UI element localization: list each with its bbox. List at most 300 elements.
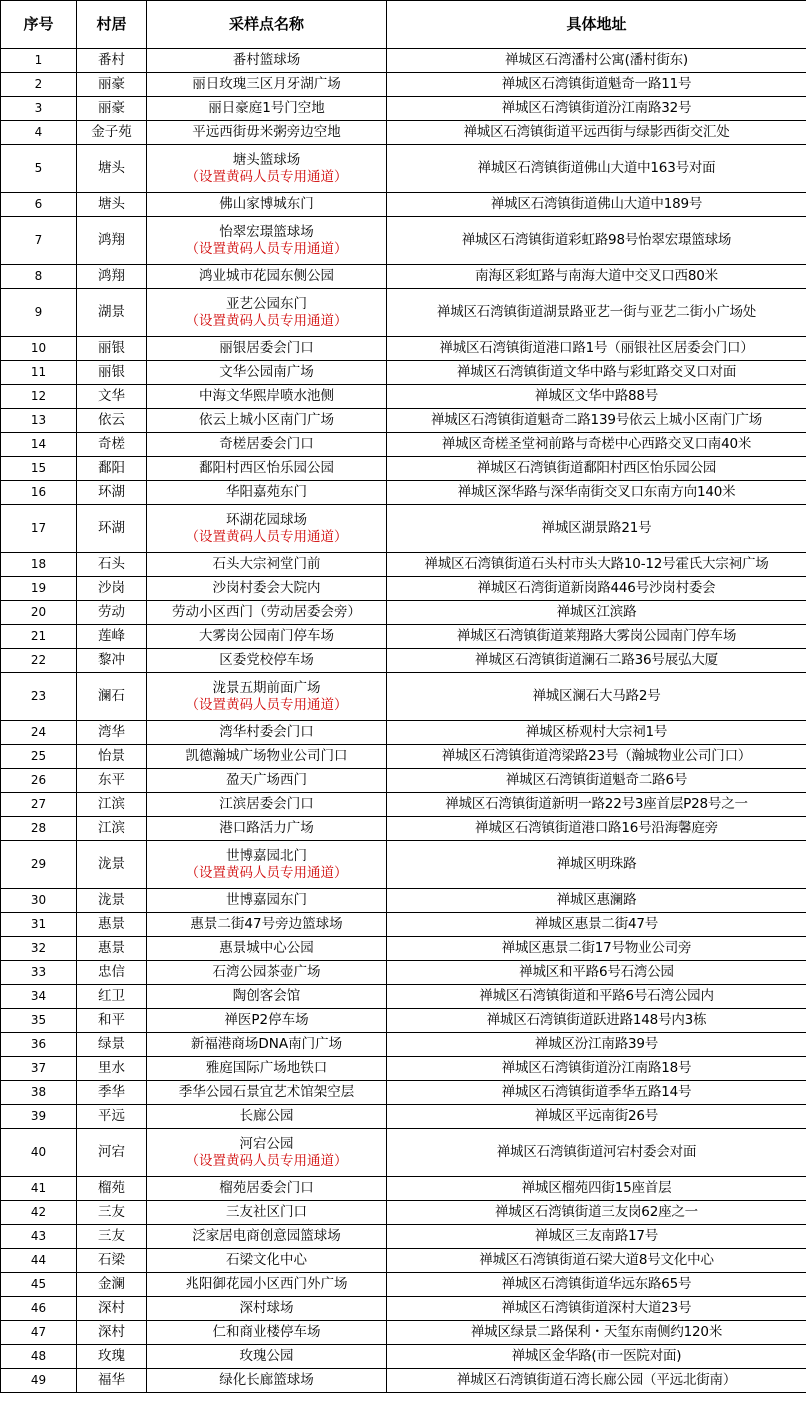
cell-address: 禅城区石湾镇街道魁奇一路11号 (387, 73, 806, 97)
table-row (1, 73, 806, 97)
cell-address: 禅城区绿景二路保利・天玺东南侧约120米 (387, 1321, 806, 1345)
yellow-code-channel-note: （设置黄码人员专用通道） (185, 240, 348, 257)
cell-site (147, 721, 387, 745)
site-name: 河宕公园 (239, 1135, 294, 1152)
table-row (1, 841, 806, 889)
table-row (1, 1345, 806, 1369)
cell-no: 48 (1, 1345, 77, 1369)
cell-no: 40 (1, 1129, 77, 1177)
table-row (1, 337, 806, 361)
site-name: 泷景五期前面广场 (212, 679, 321, 696)
cell-village: 劳动 (77, 601, 147, 625)
cell-site (147, 97, 387, 121)
cell-address: 禅城区石湾镇街道佛山大道中163号对面 (387, 145, 806, 193)
cell-no: 12 (1, 385, 77, 409)
cell-village: 丽豪 (77, 73, 147, 97)
cell-site (147, 649, 387, 673)
table-row (1, 745, 806, 769)
cell-village: 绿景 (77, 1033, 147, 1057)
table-row (1, 649, 806, 673)
cell-address: 禅城区石湾潘村公寓(潘村街东) (387, 49, 806, 73)
cell-no: 49 (1, 1369, 77, 1393)
cell-village: 江滨 (77, 817, 147, 841)
table-row (1, 985, 806, 1009)
table-row (1, 505, 806, 553)
cell-address: 禅城区石湾镇街道新明一路22号3座首层P28号之一 (387, 793, 806, 817)
cell-no: 41 (1, 1177, 77, 1201)
table-body (1, 49, 806, 1393)
cell-address: 禅城区石湾镇街道深村大道23号 (387, 1297, 806, 1321)
site-name: 沙岗村委会大院内 (212, 580, 321, 596)
cell-site (147, 289, 387, 337)
table-row (1, 481, 806, 505)
cell-no: 43 (1, 1225, 77, 1249)
cell-village: 三友 (77, 1225, 147, 1249)
cell-address: 禅城区奇槎圣堂祠前路与奇槎中心西路交叉口南40米 (387, 433, 806, 457)
cell-address: 禅城区石湾镇街道文华中路与彩虹路交叉口对面 (387, 361, 806, 385)
cell-address: 禅城区石湾镇街道季华五路14号 (387, 1081, 806, 1105)
site-name: 劳动小区西门（劳动居委会旁） (172, 604, 361, 620)
site-name: 新福港商场DNA南门广场 (190, 1036, 343, 1052)
table-row (1, 409, 806, 433)
cell-no: 31 (1, 913, 77, 937)
cell-site (147, 1225, 387, 1249)
site-name: 深村球场 (239, 1300, 294, 1316)
cell-address: 禅城区石湾镇街道鄱阳村西区怡乐园公园 (387, 457, 806, 481)
cell-site (147, 625, 387, 649)
cell-village: 塘头 (77, 193, 147, 217)
cell-site (147, 1273, 387, 1297)
cell-site (147, 961, 387, 985)
cell-site (147, 1345, 387, 1369)
table-row (1, 1177, 806, 1201)
site-name: 石梁文化中心 (226, 1252, 307, 1268)
table-row (1, 817, 806, 841)
cell-site (147, 793, 387, 817)
cell-address: 禅城区石湾镇街道石头村市头大路10-12号霍氏大宗祠广场 (387, 553, 806, 577)
cell-site (147, 361, 387, 385)
cell-site (147, 1129, 387, 1177)
cell-no: 21 (1, 625, 77, 649)
cell-site (147, 577, 387, 601)
cell-site (147, 1321, 387, 1345)
cell-no: 35 (1, 1009, 77, 1033)
table-row (1, 1225, 806, 1249)
site-name: 禅医P2停车场 (224, 1012, 309, 1028)
cell-no: 9 (1, 289, 77, 337)
table-row (1, 577, 806, 601)
cell-address: 禅城区石湾镇街道汾江南路18号 (387, 1057, 806, 1081)
table-row (1, 721, 806, 745)
site-name: 石湾公园茶壶广场 (212, 964, 321, 980)
cell-village: 怡景 (77, 745, 147, 769)
cell-village: 丽银 (77, 361, 147, 385)
site-name: 环湖花园球场 (226, 511, 307, 528)
cell-address: 禅城区石湾镇街道和平路6号石湾公园内 (387, 985, 806, 1009)
cell-address: 禅城区湖景路21号 (387, 505, 806, 553)
cell-no: 17 (1, 505, 77, 553)
table-row (1, 433, 806, 457)
cell-no: 6 (1, 193, 77, 217)
cell-site (147, 1177, 387, 1201)
cell-site (147, 337, 387, 361)
site-name: 中海文华熙岸喷水池侧 (199, 388, 334, 404)
cell-address: 禅城区汾江南路39号 (387, 1033, 806, 1057)
cell-site (147, 121, 387, 145)
cell-village: 丽豪 (77, 97, 147, 121)
site-name: 玫瑰公园 (239, 1348, 294, 1364)
cell-no: 25 (1, 745, 77, 769)
cell-site (147, 1057, 387, 1081)
cell-village: 石头 (77, 553, 147, 577)
cell-address: 禅城区深华路与深华南街交叉口东南方向140米 (387, 481, 806, 505)
cell-site (147, 745, 387, 769)
cell-address: 禅城区石湾街道新岗路446号沙岗村委会 (387, 577, 806, 601)
site-name: 华阳嘉苑东门 (226, 484, 307, 500)
site-name: 石头大宗祠堂门前 (212, 556, 321, 572)
cell-village: 塘头 (77, 145, 147, 193)
cell-no: 33 (1, 961, 77, 985)
cell-site (147, 217, 387, 265)
cell-address: 禅城区石湾镇街道河宕村委会对面 (387, 1129, 806, 1177)
cell-site (147, 385, 387, 409)
cell-site (147, 409, 387, 433)
cell-site (147, 985, 387, 1009)
table-row (1, 265, 806, 289)
cell-village: 环湖 (77, 505, 147, 553)
table-row (1, 1249, 806, 1273)
site-name: 泛家居电商创意园篮球场 (192, 1228, 341, 1244)
cell-village: 鄱阳 (77, 457, 147, 481)
cell-no: 38 (1, 1081, 77, 1105)
site-name: 丽日玫瑰三区月牙湖广场 (192, 76, 341, 92)
table-row (1, 289, 806, 337)
table-row (1, 937, 806, 961)
site-name: 江滨居委会门口 (219, 796, 314, 812)
cell-address: 禅城区石湾镇街道湾梁路23号（瀚城物业公司门口） (387, 745, 806, 769)
cell-village: 文华 (77, 385, 147, 409)
cell-address: 禅城区和平路6号石湾公园 (387, 961, 806, 985)
table-row (1, 217, 806, 265)
cell-village: 金子苑 (77, 121, 147, 145)
cell-site (147, 457, 387, 481)
yellow-code-channel-note: （设置黄码人员专用通道） (185, 168, 348, 185)
header-no: 序号 (1, 1, 77, 49)
table-row (1, 385, 806, 409)
table-row (1, 1273, 806, 1297)
site-name: 鄱阳村西区怡乐园公园 (199, 460, 334, 476)
cell-no: 30 (1, 889, 77, 913)
cell-no: 28 (1, 817, 77, 841)
table-row (1, 673, 806, 721)
table-row (1, 361, 806, 385)
cell-no: 4 (1, 121, 77, 145)
cell-village: 河宕 (77, 1129, 147, 1177)
table-row (1, 97, 806, 121)
table-row (1, 1369, 806, 1393)
cell-village: 湾华 (77, 721, 147, 745)
cell-no: 19 (1, 577, 77, 601)
site-name: 奇槎居委会门口 (219, 436, 314, 452)
cell-no: 44 (1, 1249, 77, 1273)
cell-site (147, 769, 387, 793)
cell-site (147, 601, 387, 625)
site-name: 番村篮球场 (232, 52, 301, 68)
cell-address: 禅城区惠景二街17号物业公司旁 (387, 937, 806, 961)
cell-address: 禅城区明珠路 (387, 841, 806, 889)
cell-no: 18 (1, 553, 77, 577)
site-name: 丽日豪庭1号门空地 (208, 100, 325, 116)
cell-site (147, 937, 387, 961)
table-row (1, 961, 806, 985)
site-name: 陶创客会馆 (232, 988, 301, 1004)
cell-site (147, 1009, 387, 1033)
cell-no: 36 (1, 1033, 77, 1057)
cell-village: 石梁 (77, 1249, 147, 1273)
table-row (1, 601, 806, 625)
cell-no: 16 (1, 481, 77, 505)
cell-site (147, 817, 387, 841)
cell-address: 禅城区石湾镇街道跃进路148号内3栋 (387, 1009, 806, 1033)
header-site: 采样点名称 (147, 1, 387, 49)
cell-site (147, 841, 387, 889)
site-name: 湾华村委会门口 (219, 724, 314, 740)
cell-site (147, 1033, 387, 1057)
cell-address: 禅城区石湾镇街道彩虹路98号怡翠宏璟篮球场 (387, 217, 806, 265)
cell-no: 2 (1, 73, 77, 97)
cell-address: 禅城区石湾镇街道港口路1号（丽银社区居委会门口） (387, 337, 806, 361)
cell-site (147, 1201, 387, 1225)
cell-village: 玫瑰 (77, 1345, 147, 1369)
cell-address: 禅城区三友南路17号 (387, 1225, 806, 1249)
site-name: 平远西街毋米粥旁边空地 (192, 124, 341, 140)
cell-village: 红卫 (77, 985, 147, 1009)
cell-no: 45 (1, 1273, 77, 1297)
cell-no: 7 (1, 217, 77, 265)
site-name: 丽银居委会门口 (219, 340, 314, 356)
table-row (1, 49, 806, 73)
cell-village: 惠景 (77, 937, 147, 961)
site-name: 世博嘉园东门 (226, 892, 307, 908)
site-name: 长廊公园 (239, 1108, 294, 1124)
cell-address: 禅城区石湾镇街道汾江南路32号 (387, 97, 806, 121)
cell-address: 禅城区石湾镇街道佛山大道中189号 (387, 193, 806, 217)
cell-no: 14 (1, 433, 77, 457)
cell-village: 三友 (77, 1201, 147, 1225)
table-row (1, 625, 806, 649)
site-name: 榴苑居委会门口 (219, 1180, 314, 1196)
cell-no: 47 (1, 1321, 77, 1345)
table-row (1, 1321, 806, 1345)
cell-no: 5 (1, 145, 77, 193)
cell-no: 27 (1, 793, 77, 817)
header-row (1, 1, 806, 49)
site-name: 盈天广场西门 (226, 772, 307, 788)
cell-address: 禅城区惠景二街47号 (387, 913, 806, 937)
site-name: 凯德瀚城广场物业公司门口 (185, 748, 348, 764)
cell-village: 鸿翔 (77, 265, 147, 289)
cell-village: 季华 (77, 1081, 147, 1105)
cell-village: 金澜 (77, 1273, 147, 1297)
site-name: 鸿业城市花园东侧公园 (199, 268, 334, 284)
cell-site (147, 481, 387, 505)
cell-village: 丽银 (77, 337, 147, 361)
cell-village: 江滨 (77, 793, 147, 817)
site-name: 区委党校停车场 (219, 652, 314, 668)
cell-address: 禅城区石湾镇街道三友岗62座之一 (387, 1201, 806, 1225)
cell-no: 46 (1, 1297, 77, 1321)
table-row (1, 889, 806, 913)
cell-village: 东平 (77, 769, 147, 793)
cell-site (147, 1249, 387, 1273)
site-name: 依云上城小区南门广场 (199, 412, 334, 428)
cell-site (147, 1369, 387, 1393)
cell-village: 莲峰 (77, 625, 147, 649)
site-name: 亚艺公园东门 (226, 295, 307, 312)
cell-no: 37 (1, 1057, 77, 1081)
table-row (1, 1297, 806, 1321)
yellow-code-channel-note: （设置黄码人员专用通道） (185, 1152, 348, 1169)
cell-address: 南海区彩虹路与南海大道中交叉口西80米 (387, 265, 806, 289)
table-row (1, 1033, 806, 1057)
cell-village: 环湖 (77, 481, 147, 505)
table-row (1, 793, 806, 817)
cell-address: 禅城区惠澜路 (387, 889, 806, 913)
cell-no: 3 (1, 97, 77, 121)
cell-village: 澜石 (77, 673, 147, 721)
cell-address: 禅城区石湾镇街道平远西街与绿影西街交汇处 (387, 121, 806, 145)
site-name: 惠景城中心公园 (219, 940, 314, 956)
cell-site (147, 145, 387, 193)
cell-village: 和平 (77, 1009, 147, 1033)
cell-address: 禅城区榴苑四街15座首层 (387, 1177, 806, 1201)
cell-village: 泷景 (77, 889, 147, 913)
site-name: 惠景二街47号旁边篮球场 (190, 916, 343, 932)
cell-village: 深村 (77, 1297, 147, 1321)
cell-site (147, 265, 387, 289)
cell-address: 禅城区石湾镇街道湖景路亚艺一街与亚艺二街小广场处 (387, 289, 806, 337)
table-row (1, 145, 806, 193)
cell-site (147, 433, 387, 457)
site-name: 绿化长廊篮球场 (219, 1372, 314, 1388)
cell-village: 鸿翔 (77, 217, 147, 265)
cell-address: 禅城区石湾镇街道莱翔路大雾岗公园南门停车场 (387, 625, 806, 649)
cell-no: 10 (1, 337, 77, 361)
site-name: 大雾岗公园南门停车场 (199, 628, 334, 644)
table-row (1, 1129, 806, 1177)
cell-village: 忠信 (77, 961, 147, 985)
yellow-code-channel-note: （设置黄码人员专用通道） (185, 864, 348, 881)
cell-address: 禅城区桥观村大宗祠1号 (387, 721, 806, 745)
cell-site (147, 1297, 387, 1321)
cell-site (147, 49, 387, 73)
cell-site (147, 553, 387, 577)
cell-site (147, 505, 387, 553)
cell-no: 8 (1, 265, 77, 289)
site-name: 季华公园石景宜艺术馆架空层 (178, 1084, 355, 1100)
cell-village: 黎冲 (77, 649, 147, 673)
cell-village: 惠景 (77, 913, 147, 937)
table-row (1, 1201, 806, 1225)
site-name: 港口路活力广场 (219, 820, 314, 836)
table-row (1, 913, 806, 937)
cell-no: 39 (1, 1105, 77, 1129)
cell-address: 禅城区澜石大马路2号 (387, 673, 806, 721)
site-name: 世博嘉园北门 (226, 847, 307, 864)
cell-address: 禅城区江滨路 (387, 601, 806, 625)
cell-address: 禅城区石湾镇街道石梁大道8号文化中心 (387, 1249, 806, 1273)
yellow-code-channel-note: （设置黄码人员专用通道） (185, 696, 348, 713)
cell-site (147, 1081, 387, 1105)
cell-no: 15 (1, 457, 77, 481)
cell-village: 泷景 (77, 841, 147, 889)
cell-address: 禅城区石湾镇街道华远东路65号 (387, 1273, 806, 1297)
table-row (1, 457, 806, 481)
cell-village: 平远 (77, 1105, 147, 1129)
cell-village: 湖景 (77, 289, 147, 337)
cell-village: 深村 (77, 1321, 147, 1345)
cell-village: 沙岗 (77, 577, 147, 601)
cell-site (147, 889, 387, 913)
cell-site (147, 1105, 387, 1129)
cell-no: 13 (1, 409, 77, 433)
cell-address: 禅城区金华路(市一医院对面) (387, 1345, 806, 1369)
table-row (1, 193, 806, 217)
cell-village: 依云 (77, 409, 147, 433)
cell-address: 禅城区石湾镇街道魁奇二路139号依云上城小区南门广场 (387, 409, 806, 433)
table-row (1, 1009, 806, 1033)
header-village: 村居 (77, 1, 147, 49)
site-name: 雅庭国际广场地铁口 (205, 1060, 328, 1076)
yellow-code-channel-note: （设置黄码人员专用通道） (185, 528, 348, 545)
cell-village: 里水 (77, 1057, 147, 1081)
cell-site (147, 73, 387, 97)
cell-no: 29 (1, 841, 77, 889)
table-row (1, 1057, 806, 1081)
cell-no: 20 (1, 601, 77, 625)
cell-no: 23 (1, 673, 77, 721)
site-name: 兆阳御花园小区西门外广场 (185, 1276, 348, 1292)
yellow-code-channel-note: （设置黄码人员专用通道） (185, 312, 348, 329)
cell-site (147, 673, 387, 721)
cell-village: 奇槎 (77, 433, 147, 457)
header-address: 具体地址 (387, 1, 806, 49)
table-row (1, 553, 806, 577)
cell-no: 32 (1, 937, 77, 961)
table-row (1, 769, 806, 793)
cell-site (147, 193, 387, 217)
cell-no: 34 (1, 985, 77, 1009)
table-row (1, 1081, 806, 1105)
table-row (1, 1105, 806, 1129)
cell-village: 福华 (77, 1369, 147, 1393)
site-name: 三友社区门口 (226, 1204, 307, 1220)
site-name: 文华公园南广场 (219, 364, 314, 380)
cell-address: 禅城区平远南街26号 (387, 1105, 806, 1129)
cell-address: 禅城区文华中路88号 (387, 385, 806, 409)
site-name: 怡翠宏璟篮球场 (219, 223, 314, 240)
cell-address: 禅城区石湾镇街道石湾长廊公园（平远北街南） (387, 1369, 806, 1393)
cell-village: 番村 (77, 49, 147, 73)
cell-no: 42 (1, 1201, 77, 1225)
cell-site (147, 913, 387, 937)
site-name: 仁和商业楼停车场 (212, 1324, 321, 1340)
cell-no: 26 (1, 769, 77, 793)
cell-no: 24 (1, 721, 77, 745)
site-name: 佛山家博城东门 (219, 196, 314, 212)
cell-address: 禅城区石湾镇街道魁奇二路6号 (387, 769, 806, 793)
site-name: 塘头篮球场 (232, 151, 301, 168)
